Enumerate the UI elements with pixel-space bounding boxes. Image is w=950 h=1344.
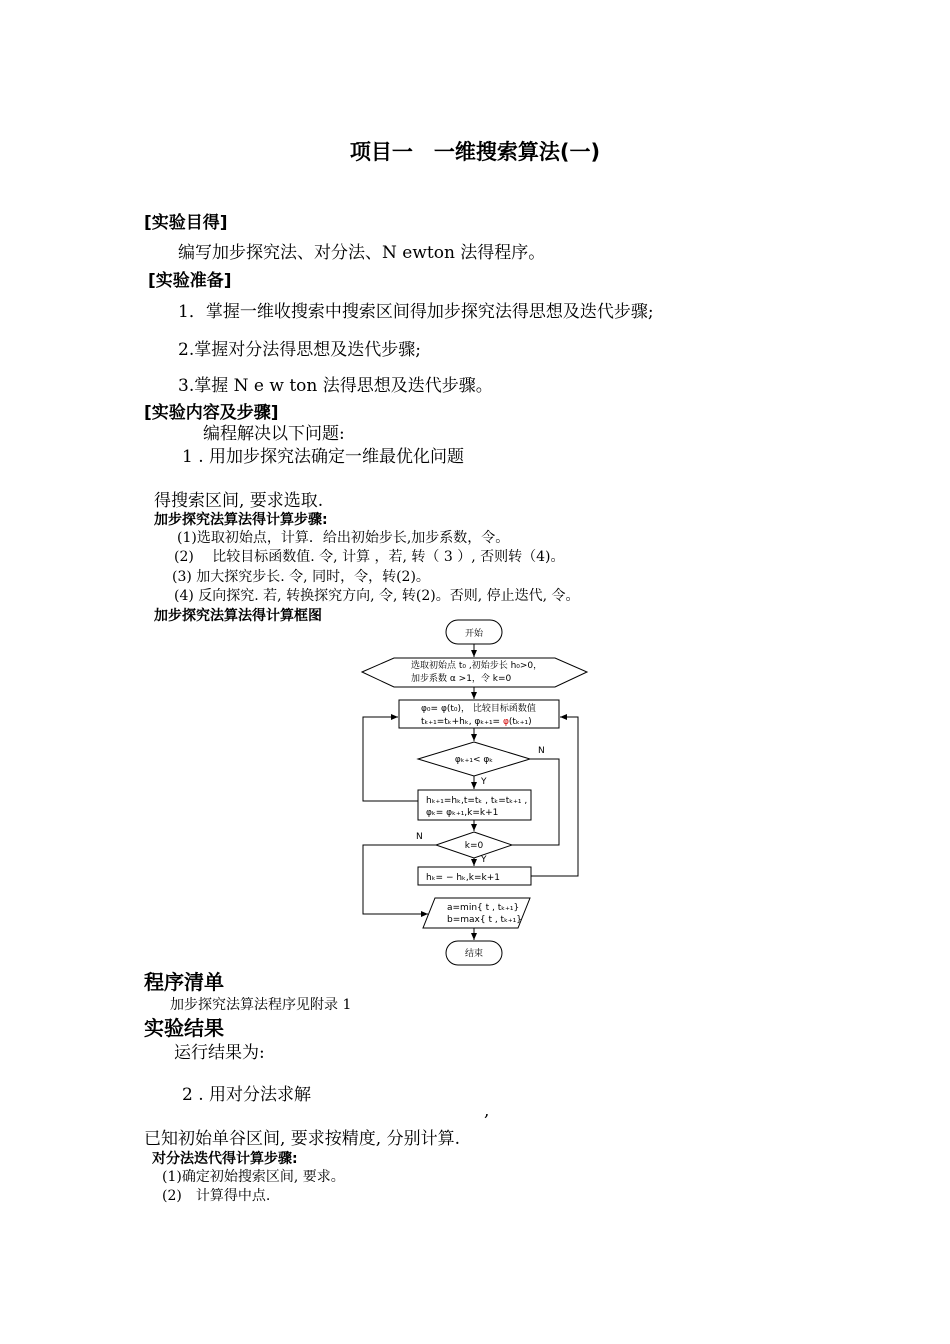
end-label: 结束 — [464, 949, 484, 959]
purpose-text: 编写加步探究法、对分法、N ewton 法得程序。 — [178, 243, 546, 263]
increase-label-1: hₖ₊₁=hₖ,t=tₖ , tₖ=tₖ₊₁ , — [426, 796, 528, 806]
no-label-2: N — [416, 832, 423, 842]
problem-2: 2 . 用对分法求解 — [182, 1085, 312, 1105]
bisect-heading: 对分法迭代得计算步骤: — [152, 1151, 298, 1167]
yes-label-1: Y — [481, 777, 487, 787]
step-2: (2) 比较目标函数值. 令, 计算 ，若, 转（ 3 ）, 否则转（4)。 — [174, 549, 565, 565]
steps-heading: 加步探究法算法得计算步骤: — [154, 512, 328, 528]
output-label-1: a=min{ t , tₖ₊₁} — [447, 903, 520, 913]
prep-heading: [实验准备] — [148, 271, 232, 291]
compute-label-2: tₖ₊₁=tₖ+hₖ, φₖ₊₁= φ(tₖ₊₁) — [421, 717, 532, 727]
prep-item-2: 2.掌握对分法得思想及迭代步骤; — [178, 340, 421, 360]
problem-2-mark: , — [484, 1101, 490, 1121]
page-title: 项目一 一维搜索算法(一) — [349, 140, 601, 164]
problem-2-desc: 已知初始单谷区间, 要求按精度, 分别计算. — [144, 1129, 461, 1149]
reverse-label: hₖ= − hₖ,k=k+1 — [426, 873, 500, 883]
start-label: 开始 — [464, 629, 484, 639]
prep-item-1: 1．掌握一维收搜索中搜索区间得加步探究法得思想及迭代步骤; — [178, 302, 654, 322]
no-label-1: N — [538, 746, 545, 756]
compute-label-1: φ₀= φ(t₀)， 比较目标函数值 — [421, 704, 536, 714]
decision-1-label: φₖ₊₁< φₖ — [454, 755, 494, 765]
bisect-step-1: (1)确定初始搜索区间, 要求。 — [162, 1169, 345, 1185]
init-label-1: 选取初始点 t₀ ,初始步长 h₀>0， — [411, 661, 543, 671]
problem-1-desc: 得搜索区间, 要求选取. — [154, 491, 324, 511]
result-heading: 实验结果 — [144, 1016, 224, 1040]
flow-heading: 加步探究法算法得计算框图 — [154, 608, 322, 624]
output-label-2: b=max{ t , tₖ₊₁} — [447, 915, 523, 925]
yes-label-2: Y — [481, 855, 487, 865]
purpose-heading: [实验目得] — [144, 213, 228, 233]
step-4: (4) 反向探究. 若, 转换探究方向, 令, 转(2)。否则, 停止迭代, 令。 — [174, 588, 580, 604]
init-label-2: 加步系数 α >1，令 k=0 — [411, 674, 512, 684]
decision-2-label: k=0 — [464, 841, 484, 851]
content-heading: [实验内容及步骤] — [144, 403, 279, 423]
program-heading: 程序清单 — [144, 970, 224, 994]
content-intro: 编程解决以下问题: — [203, 424, 345, 444]
problem-1: 1 . 用加步探究法确定一维最优化问题 — [182, 447, 465, 467]
increase-label-2: φₖ= φₖ₊₁,k=k+1 — [426, 808, 499, 818]
program-text: 加步探究法算法程序见附录 1 — [170, 997, 352, 1013]
phi-highlight: φ — [502, 717, 509, 727]
step-3: (3) 加大探究步长. 令, 同时，令，转(2)。 — [172, 569, 430, 585]
bisect-step-2: (2) 计算得中点. — [162, 1188, 271, 1204]
prep-item-3: 3.掌握 N e w ton 法得思想及迭代步骤。 — [178, 376, 493, 396]
step-1: (1)选取初始点，计算．给出初始步长,加步系数，令。 — [177, 530, 510, 546]
result-text: 运行结果为: — [174, 1043, 265, 1063]
